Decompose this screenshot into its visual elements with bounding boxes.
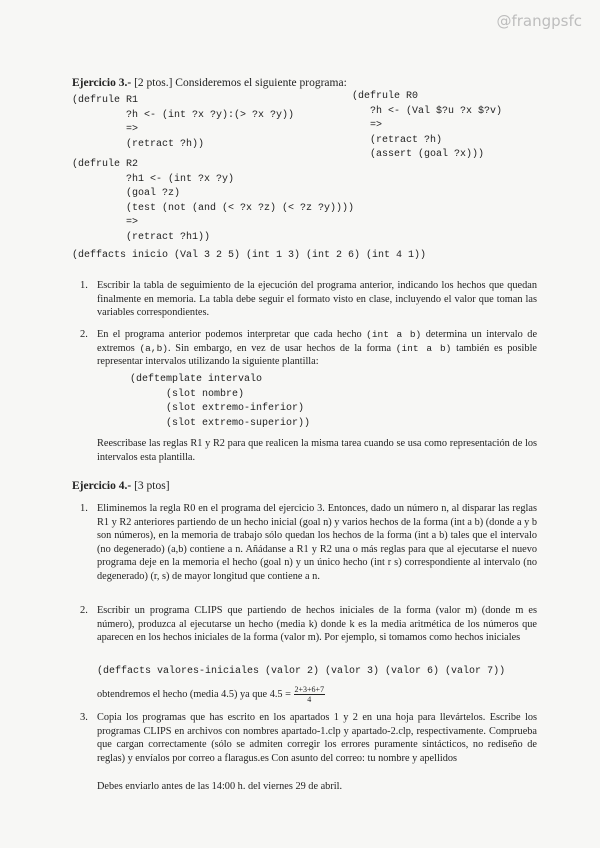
ex3-item1-number: 1. bbox=[80, 280, 88, 291]
exercise-4-heading bbox=[72, 480, 170, 492]
ex3-item2-text-c: . Sin embargo, en vez de usar hechos de la forma bbox=[167, 342, 392, 354]
ex4-obtain-text: obtendremos el hecho (media 4.5) ya que 4.5 = bbox=[97, 688, 291, 700]
exercise-4-points: [3 ptos] bbox=[134, 480, 170, 492]
ex3-item2-instructions: Reescribase las reglas R1 y R2 para que realicen la misma tarea cuando se usa como representación de los intervalos esta plantilla. bbox=[97, 438, 537, 463]
ex4-item2-text: Escribir un programa CLIPS que partiendo de hechos iniciales de la forma (valor m) (donde m es número), produzca al ejecutarse un hecho (media k) donde k es la media aritmética de los números que aparecen en los hechos iniciales de la forma (valor m). Por ejemplo, si tomamos como hechos iniciales bbox=[97, 605, 537, 643]
mean-fraction bbox=[294, 685, 326, 704]
ex3-item2-text-d: también es posible representar intervalos utilizando la siguiente plantilla: bbox=[97, 342, 537, 367]
rule-r0-code: (defrule R0 ?h <- (Val $?u ?x $?v) => (retract ?h) (assert (goal ?x))) bbox=[352, 91, 503, 160]
ex3-item2-text-a: En el programa anterior podemos interpretar que cada hecho bbox=[97, 329, 362, 340]
exercise-4-label: Ejercicio 4.- bbox=[72, 480, 132, 492]
ex4-item1-number: 1. bbox=[80, 503, 88, 514]
ex4-item2-example-result bbox=[97, 685, 537, 704]
exercise-3-points: [2 ptos.] bbox=[134, 77, 173, 89]
deffacts-inicio: (deffacts inicio (Val 3 2 5) (int 1 3) (int 2 6) (int 4 1)) bbox=[72, 250, 427, 261]
ex3-item2-code-ab: (a,b) bbox=[139, 342, 168, 354]
ex4-deadline: Debes enviarlo antes de las 14:00 h. del viernes 29 de abril. bbox=[97, 781, 343, 792]
fraction-denominator: 4 bbox=[307, 695, 312, 704]
ex3-item2-code-int-2: (int a b) bbox=[395, 342, 452, 354]
ex4-item3-number: 3. bbox=[80, 712, 88, 723]
ex3-item2-code-int: (int a b) bbox=[366, 329, 422, 340]
exercise-3-label: Ejercicio 3.- bbox=[72, 77, 132, 89]
fraction-numerator: 2+3+6+7 bbox=[294, 685, 325, 694]
exercise-3-intro: Consideremos el siguiente programa: bbox=[175, 77, 347, 89]
rule-r1-code: (defrule R1 ?h <- (int ?x ?y):(> ?x ?y)) => (retract ?h)) bbox=[72, 95, 295, 150]
ex3-item2-text bbox=[97, 328, 537, 369]
exercise-3-heading bbox=[72, 77, 347, 89]
ex4-item2-number: 2. bbox=[80, 605, 88, 616]
rule-r2-code: (defrule R2 ?h1 <- (int ?x ?y) (goal ?z) (test (not (and (< ?x ?z) (< ?z ?y)))) => (retract ?h1)) bbox=[72, 159, 355, 243]
ex3-item2-text-b: determina un intervalo de extremos bbox=[97, 329, 538, 354]
watermark: @frangpsfc bbox=[496, 12, 582, 30]
deftemplate-intervalo: (deftemplate intervalo (slot nombre) (slot extremo-inferior) (slot extremo-superior)) bbox=[130, 374, 311, 429]
ex4-item3-text: Copia los programas que has escrito en los apartados 1 y 2 en una hoja para llevártelos. Escribe los programas CLIPS en archivos con nombres apartado-1.clp y apartado-2.clp, respectivamente. Comprueba que cargan correctamente (sólo se admiten corregir los errores puramente sintácticos, no rediseño de reglas) y envíalos por correo a flaragus.es Con asunto del correo: tu nombre y apellidos bbox=[97, 712, 537, 764]
deffacts-valores-iniciales: (deffacts valores-iniciales (valor 2) (valor 3) (valor 6) (valor 7)) bbox=[97, 666, 506, 677]
ex3-item2-number: 2. bbox=[80, 329, 88, 340]
ex4-item1-text: Eliminemos la regla R0 en el programa del ejercicio 3. Entonces, dado un número n, al disparar las reglas R1 y R2 anteriores partiendo de un hecho inicial (goal n) y varios hechos de la forma (int a b) (donde a y b son números), en la memoria de trabajo sólo quedan los hechos de la forma (int a b) tales que el intervalo (no degenerado) (a,b) contiene a n. Añádanse a R1 y R2 una o más reglas para que al ejecutarse el nuevo programa deje en la memoria el hecho (goal n) y un único hecho (int r s) correspondiente al intervalo (no degenerado) (r, s) de mayor longitud que contiene a n. bbox=[97, 503, 537, 582]
ex3-item1-text: Escribir la tabla de seguimiento de la ejecución del programa anterior, indicando los hechos que quedan finalmente en memoria. La tabla debe seguir el formato visto en clase, incluyendo el valor que toman las variables correspondientes. bbox=[97, 280, 537, 318]
